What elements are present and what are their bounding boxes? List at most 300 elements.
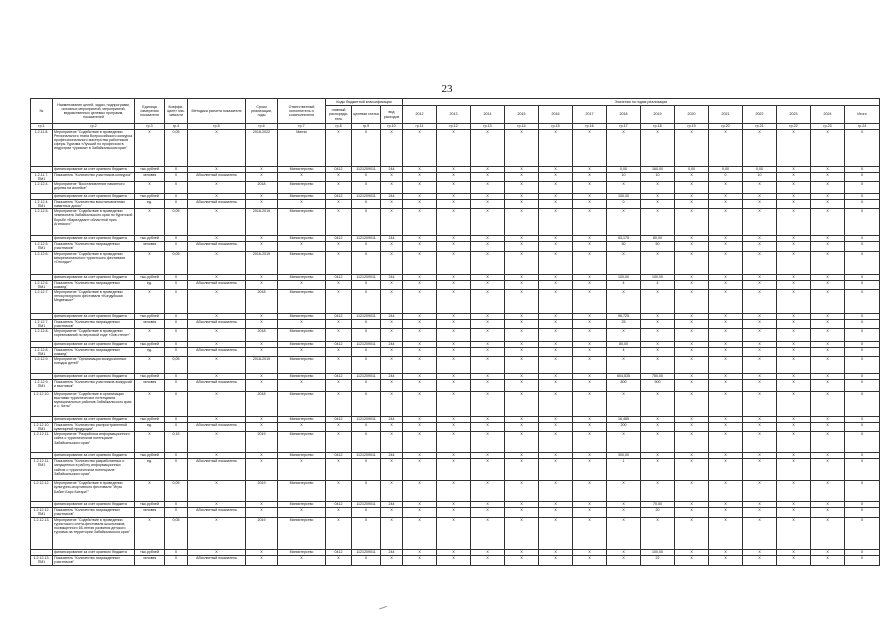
table-cell: Х: [709, 555, 743, 565]
header-budget-col: целевая статья: [352, 106, 381, 124]
table-cell: Х: [539, 508, 573, 517]
scan-mark: [379, 606, 389, 614]
table-cell: Х: [188, 502, 246, 508]
table-cell: Х: [743, 200, 777, 209]
table-row: [31, 380, 880, 392]
table-cell: Х: [278, 242, 326, 251]
table-cell: Х: [505, 392, 539, 417]
table-cell: Министерство: [278, 328, 326, 341]
table-cell: Х: [743, 517, 777, 549]
table-cell: Х: [573, 502, 607, 508]
row-name: Показатель "Количество награжденных участников": [53, 555, 135, 565]
table-cell: Х: [675, 508, 709, 517]
table-cell: Х: [326, 380, 352, 392]
table-cell: Х: [675, 209, 709, 236]
table-cell: Х: [811, 328, 845, 341]
table-cell: Х: [135, 432, 165, 453]
table-cell: Х: [437, 182, 471, 194]
table-cell: Х: [845, 280, 880, 289]
table-cell: Х: [709, 459, 743, 481]
table-cell: Х: [381, 432, 403, 453]
table-cell: Х: [246, 194, 278, 200]
table-cell: Х: [539, 481, 573, 502]
table-cell: Х: [437, 392, 471, 417]
table-cell: Х: [539, 236, 573, 242]
table-cell: Х: [188, 417, 246, 423]
table-cell: Х: [811, 417, 845, 423]
table-cell: 800: [607, 380, 641, 392]
table-cell: 20: [641, 508, 675, 517]
table-cell: Министерство: [278, 289, 326, 313]
table-cell: Х: [573, 173, 607, 182]
table-cell: Х: [165, 508, 188, 517]
table-cell: Х: [505, 423, 539, 432]
table-cell: Х: [845, 502, 880, 508]
table-cell: Абсолютный показатель: [188, 423, 246, 432]
table-cell: 100,00: [607, 194, 641, 200]
table-cell: Министерство: [278, 274, 326, 280]
table-cell: 10: [641, 173, 675, 182]
table-cell: Х: [403, 417, 437, 423]
table-cell: Х: [607, 357, 641, 374]
table-cell: 0412: [326, 167, 352, 173]
table-cell: Х: [326, 251, 352, 274]
row-name: финансирование за счет краевого бюджета: [53, 341, 135, 347]
table-cell: Х: [539, 280, 573, 289]
table-cell: Х: [403, 251, 437, 274]
column-number: гр.18: [641, 124, 675, 130]
table-cell: Х: [573, 289, 607, 313]
table-cell: Х: [743, 417, 777, 423]
table-cell: Х: [845, 328, 880, 341]
table-cell: Х: [165, 319, 188, 328]
table-cell: 4: [607, 280, 641, 289]
table-cell: Х: [709, 251, 743, 274]
table-cell: Х: [709, 508, 743, 517]
table-cell: 244: [381, 236, 403, 242]
table-cell: Х: [165, 555, 188, 565]
table-cell: Х: [165, 167, 188, 173]
table-cell: Х: [403, 374, 437, 380]
table-cell: Х: [607, 555, 641, 565]
table-cell: Х: [505, 319, 539, 328]
table-cell: тыс.рублей: [135, 313, 165, 319]
row-code: 1.2.12.6. ПМ1: [31, 280, 53, 289]
table-cell: Х: [326, 328, 352, 341]
table-cell: 0,00: [709, 167, 743, 173]
header-year: 2023: [777, 106, 811, 124]
table-cell: Х: [743, 182, 777, 194]
table-cell: 1121209011: [352, 453, 381, 459]
table-cell: Х: [381, 555, 403, 565]
table-cell: Х: [573, 453, 607, 459]
row-code: 1.2.12.7.: [31, 289, 53, 313]
header-values-by-year: Значения по годам реализации: [403, 99, 880, 106]
table-cell: Х: [709, 549, 743, 555]
table-cell: Х: [246, 423, 278, 432]
table-cell: Х: [505, 242, 539, 251]
table-row: [31, 242, 880, 251]
table-cell: ед.: [135, 280, 165, 289]
table-cell: 1121209011: [352, 274, 381, 280]
table-cell: Х: [352, 357, 381, 374]
table-cell: Министерство: [278, 236, 326, 242]
table-cell: Х: [326, 517, 352, 549]
table-cell: Х: [246, 280, 278, 289]
table-cell: Х: [709, 130, 743, 167]
table-cell: Х: [709, 200, 743, 209]
table-cell: Х: [403, 392, 437, 417]
table-cell: Х: [777, 517, 811, 549]
table-cell: Х: [403, 167, 437, 173]
table-cell: Х: [165, 453, 188, 459]
table-cell: Х: [381, 319, 403, 328]
table-cell: Х: [135, 209, 165, 236]
table-cell: Х: [743, 423, 777, 432]
table-cell: Х: [246, 549, 278, 555]
table-cell: Х: [188, 289, 246, 313]
table-cell: 25: [607, 319, 641, 328]
table-cell: Х: [607, 502, 641, 508]
row-name: финансирование за счет краевого бюджета: [53, 313, 135, 319]
table-cell: Х: [471, 182, 505, 194]
table-cell: 0412: [326, 313, 352, 319]
table-cell: тыс.рублей: [135, 194, 165, 200]
table-cell: Х: [743, 357, 777, 374]
table-cell: Х: [381, 459, 403, 481]
table-cell: Х: [165, 549, 188, 555]
table-cell: Х: [777, 173, 811, 182]
table-cell: Х: [437, 209, 471, 236]
table-cell: Х: [352, 251, 381, 274]
table-cell: Х: [743, 453, 777, 459]
table-cell: 0412: [326, 417, 352, 423]
table-cell: Х: [845, 380, 880, 392]
table-cell: Х: [777, 432, 811, 453]
table-cell: Х: [811, 167, 845, 173]
table-cell: Х: [352, 319, 381, 328]
table-cell: человек: [135, 242, 165, 251]
table-cell: Х: [381, 200, 403, 209]
table-cell: Х: [811, 432, 845, 453]
table-cell: 1121209011: [352, 341, 381, 347]
table-cell: Х: [437, 502, 471, 508]
table-cell: Х: [165, 236, 188, 242]
table-cell: Х: [539, 200, 573, 209]
table-cell: Х: [326, 130, 352, 167]
table-cell: Х: [777, 242, 811, 251]
header-year: 2014: [471, 106, 505, 124]
table-cell: Х: [675, 280, 709, 289]
table-cell: Х: [381, 280, 403, 289]
table-cell: Х: [777, 417, 811, 423]
table-cell: Х: [811, 194, 845, 200]
table-cell: Х: [471, 459, 505, 481]
table-cell: 2019: [246, 432, 278, 453]
table-cell: Х: [539, 194, 573, 200]
table-cell: Х: [188, 313, 246, 319]
table-cell: 244: [381, 502, 403, 508]
table-cell: Х: [539, 459, 573, 481]
table-cell: 100,00: [641, 274, 675, 280]
table-cell: Х: [573, 549, 607, 555]
table-cell: Х: [709, 357, 743, 374]
table-cell: 80,00: [641, 236, 675, 242]
column-number: гр.12: [437, 124, 471, 130]
table-cell: Х: [326, 182, 352, 194]
table-cell: человек: [135, 508, 165, 517]
table-cell: Министерство: [278, 209, 326, 236]
header-year: 2012: [403, 106, 437, 124]
table-cell: Х: [403, 459, 437, 481]
table-cell: ед.: [135, 347, 165, 356]
header-period: Сроки реализации, годы: [246, 99, 278, 124]
table-cell: 1121209011: [352, 417, 381, 423]
table-cell: Х: [326, 242, 352, 251]
table-cell: 0,05: [165, 130, 188, 167]
table-cell: Х: [403, 280, 437, 289]
row-code: 1.2.12.8. ПМ1: [31, 347, 53, 356]
row-code: 1.2.12.4. ПМ1: [31, 200, 53, 209]
table-cell: Х: [607, 251, 641, 274]
table-cell: Х: [777, 549, 811, 555]
table-cell: Х: [811, 423, 845, 432]
table-cell: Х: [403, 481, 437, 502]
table-cell: Х: [845, 313, 880, 319]
table-cell: Х: [743, 209, 777, 236]
table-cell: 2018-2019: [246, 357, 278, 374]
table-cell: Х: [539, 517, 573, 549]
table-cell: Х: [709, 341, 743, 347]
table-cell: Х: [777, 200, 811, 209]
table-cell: Х: [505, 357, 539, 374]
table-cell: Х: [505, 432, 539, 453]
table-cell: Х: [437, 194, 471, 200]
table-cell: Х: [505, 167, 539, 173]
table-cell: 4: [641, 280, 675, 289]
table-cell: Х: [675, 357, 709, 374]
table-cell: Х: [743, 380, 777, 392]
table-cell: Х: [743, 130, 777, 167]
table-cell: ед.: [135, 459, 165, 481]
table-cell: Х: [777, 182, 811, 194]
table-cell: Х: [471, 242, 505, 251]
table-cell: Х: [811, 459, 845, 481]
table-cell: Х: [403, 341, 437, 347]
table-cell: Х: [811, 289, 845, 313]
table-cell: Х: [165, 380, 188, 392]
table-cell: Х: [471, 481, 505, 502]
row-name: Мероприятие "Содействие в проведении межрегионального туристского фестиваля «Ононда»": [53, 251, 135, 274]
table-cell: Х: [675, 200, 709, 209]
table-cell: Х: [573, 130, 607, 167]
table-cell: Х: [573, 374, 607, 380]
table-cell: Х: [641, 209, 675, 236]
table-cell: Х: [743, 341, 777, 347]
table-cell: Х: [471, 392, 505, 417]
table-cell: Х: [381, 392, 403, 417]
table-cell: Х: [811, 517, 845, 549]
table-cell: Х: [539, 167, 573, 173]
table-cell: Х: [573, 236, 607, 242]
header-method: Методика расчета показателя: [188, 99, 246, 124]
table-cell: Х: [539, 182, 573, 194]
table-cell: Х: [437, 481, 471, 502]
table-cell: Х: [471, 517, 505, 549]
table-cell: Х: [326, 347, 352, 356]
table-cell: Х: [675, 347, 709, 356]
table-cell: Х: [675, 502, 709, 508]
row-name: Мероприятие "Содействие в проведении чемпионата Забайкальского края по бурятской борьбе «Барилдаан» областной приз Агинского": [53, 209, 135, 236]
header-year: Итого: [845, 106, 880, 124]
table-cell: Х: [709, 374, 743, 380]
table-cell: Х: [777, 380, 811, 392]
table-cell: Х: [539, 328, 573, 341]
table-cell: Министерство: [278, 167, 326, 173]
table-cell: Х: [641, 194, 675, 200]
table-cell: Х: [709, 236, 743, 242]
table-cell: Х: [539, 274, 573, 280]
table-cell: Х: [709, 209, 743, 236]
table-cell: Абсолютный показатель: [188, 319, 246, 328]
table-cell: Х: [573, 209, 607, 236]
table-cell: Х: [709, 313, 743, 319]
column-number: гр.10: [381, 124, 403, 130]
table-cell: Х: [403, 194, 437, 200]
table-cell: Х: [505, 194, 539, 200]
table-cell: человек: [135, 319, 165, 328]
table-cell: 0: [607, 200, 641, 209]
column-number: гр.11: [403, 124, 437, 130]
table-cell: Х: [845, 508, 880, 517]
table-cell: Х: [437, 374, 471, 380]
table-cell: Х: [471, 423, 505, 432]
table-cell: Х: [471, 194, 505, 200]
header-year: 2013: [437, 106, 471, 124]
table-cell: Х: [573, 167, 607, 173]
table-cell: Х: [675, 319, 709, 328]
table-cell: 1121209011: [352, 549, 381, 555]
table-cell: Х: [709, 347, 743, 356]
row-name: финансирование за счет краевого бюджета: [53, 374, 135, 380]
table-cell: Х: [573, 517, 607, 549]
table-cell: Х: [326, 280, 352, 289]
table-cell: Х: [246, 319, 278, 328]
table-cell: Министерство: [278, 357, 326, 374]
table-cell: Х: [437, 341, 471, 347]
table-cell: Х: [539, 453, 573, 459]
table-cell: Х: [845, 374, 880, 380]
table-cell: Х: [675, 236, 709, 242]
table-cell: Х: [437, 555, 471, 565]
table-cell: Х: [403, 130, 437, 167]
table-cell: Х: [381, 328, 403, 341]
table-cell: Х: [811, 209, 845, 236]
row-name: финансирование за счет краевого бюджета: [53, 167, 135, 173]
table-cell: Х: [246, 341, 278, 347]
table-cell: 900: [641, 380, 675, 392]
table-cell: 30: [607, 242, 641, 251]
table-cell: Х: [165, 200, 188, 209]
table-cell: Х: [539, 347, 573, 356]
table-cell: Абсолютный показатель: [188, 347, 246, 356]
row-code: 1.2.12.12.: [31, 481, 53, 502]
table-cell: Х: [505, 280, 539, 289]
table-cell: Х: [743, 194, 777, 200]
table-cell: Х: [845, 289, 880, 313]
table-cell: Х: [811, 347, 845, 356]
table-cell: Х: [437, 328, 471, 341]
table-cell: Х: [403, 209, 437, 236]
table-cell: Х: [505, 274, 539, 280]
table-cell: Х: [675, 380, 709, 392]
table-cell: 244: [381, 313, 403, 319]
table-cell: Х: [246, 417, 278, 423]
table-cell: Х: [352, 380, 381, 392]
table-cell: Х: [777, 319, 811, 328]
table-cell: Х: [437, 274, 471, 280]
table-cell: Х: [246, 459, 278, 481]
table-cell: Х: [573, 328, 607, 341]
table-cell: Х: [811, 319, 845, 328]
table-cell: 0,05: [165, 209, 188, 236]
table-cell: Х: [246, 242, 278, 251]
table-cell: Х: [539, 341, 573, 347]
table-cell: Х: [505, 182, 539, 194]
table-cell: Абсолютный показатель: [188, 459, 246, 481]
table-cell: Х: [165, 289, 188, 313]
table-row: [31, 251, 880, 274]
table-cell: Х: [437, 200, 471, 209]
table-cell: Х: [743, 347, 777, 356]
row-name: Показатель "Количество награжденных команд": [53, 280, 135, 289]
table-cell: 300,00: [607, 453, 641, 459]
table-cell: Х: [811, 236, 845, 242]
table-cell: Х: [505, 481, 539, 502]
table-cell: Х: [471, 347, 505, 356]
table-cell: Х: [743, 328, 777, 341]
table-cell: Х: [326, 173, 352, 182]
table-cell: Х: [505, 549, 539, 555]
row-name: финансирование за счет краевого бюджета: [53, 417, 135, 423]
table-cell: Х: [573, 508, 607, 517]
table-cell: 2018: [246, 182, 278, 194]
table-cell: Х: [743, 555, 777, 565]
table-cell: Х: [505, 341, 539, 347]
table-cell: 2016-2019: [246, 251, 278, 274]
table-cell: Х: [165, 182, 188, 194]
table-row: [31, 459, 880, 481]
table-cell: Х: [675, 313, 709, 319]
table-cell: Х: [573, 432, 607, 453]
table-cell: Х: [381, 182, 403, 194]
column-number: гр.2: [53, 124, 135, 130]
table-cell: Х: [188, 274, 246, 280]
table-cell: тыс.рублей: [135, 274, 165, 280]
table-cell: 244: [381, 341, 403, 347]
table-cell: Х: [777, 313, 811, 319]
table-cell: 0,05: [165, 481, 188, 502]
table-cell: Х: [165, 392, 188, 417]
row-code: 1.2.12.5. ПМ1: [31, 242, 53, 251]
table-cell: Х: [505, 328, 539, 341]
table-cell: Х: [641, 251, 675, 274]
table-cell: Х: [675, 423, 709, 432]
table-cell: Х: [505, 459, 539, 481]
table-cell: Министерство: [278, 517, 326, 549]
table-cell: Абсолютный показатель: [188, 173, 246, 182]
row-name: Показатель "Количество разработанных и запущенных в работу информационных сайтов о туристическом потенциале Забайкальского края": [53, 459, 135, 481]
